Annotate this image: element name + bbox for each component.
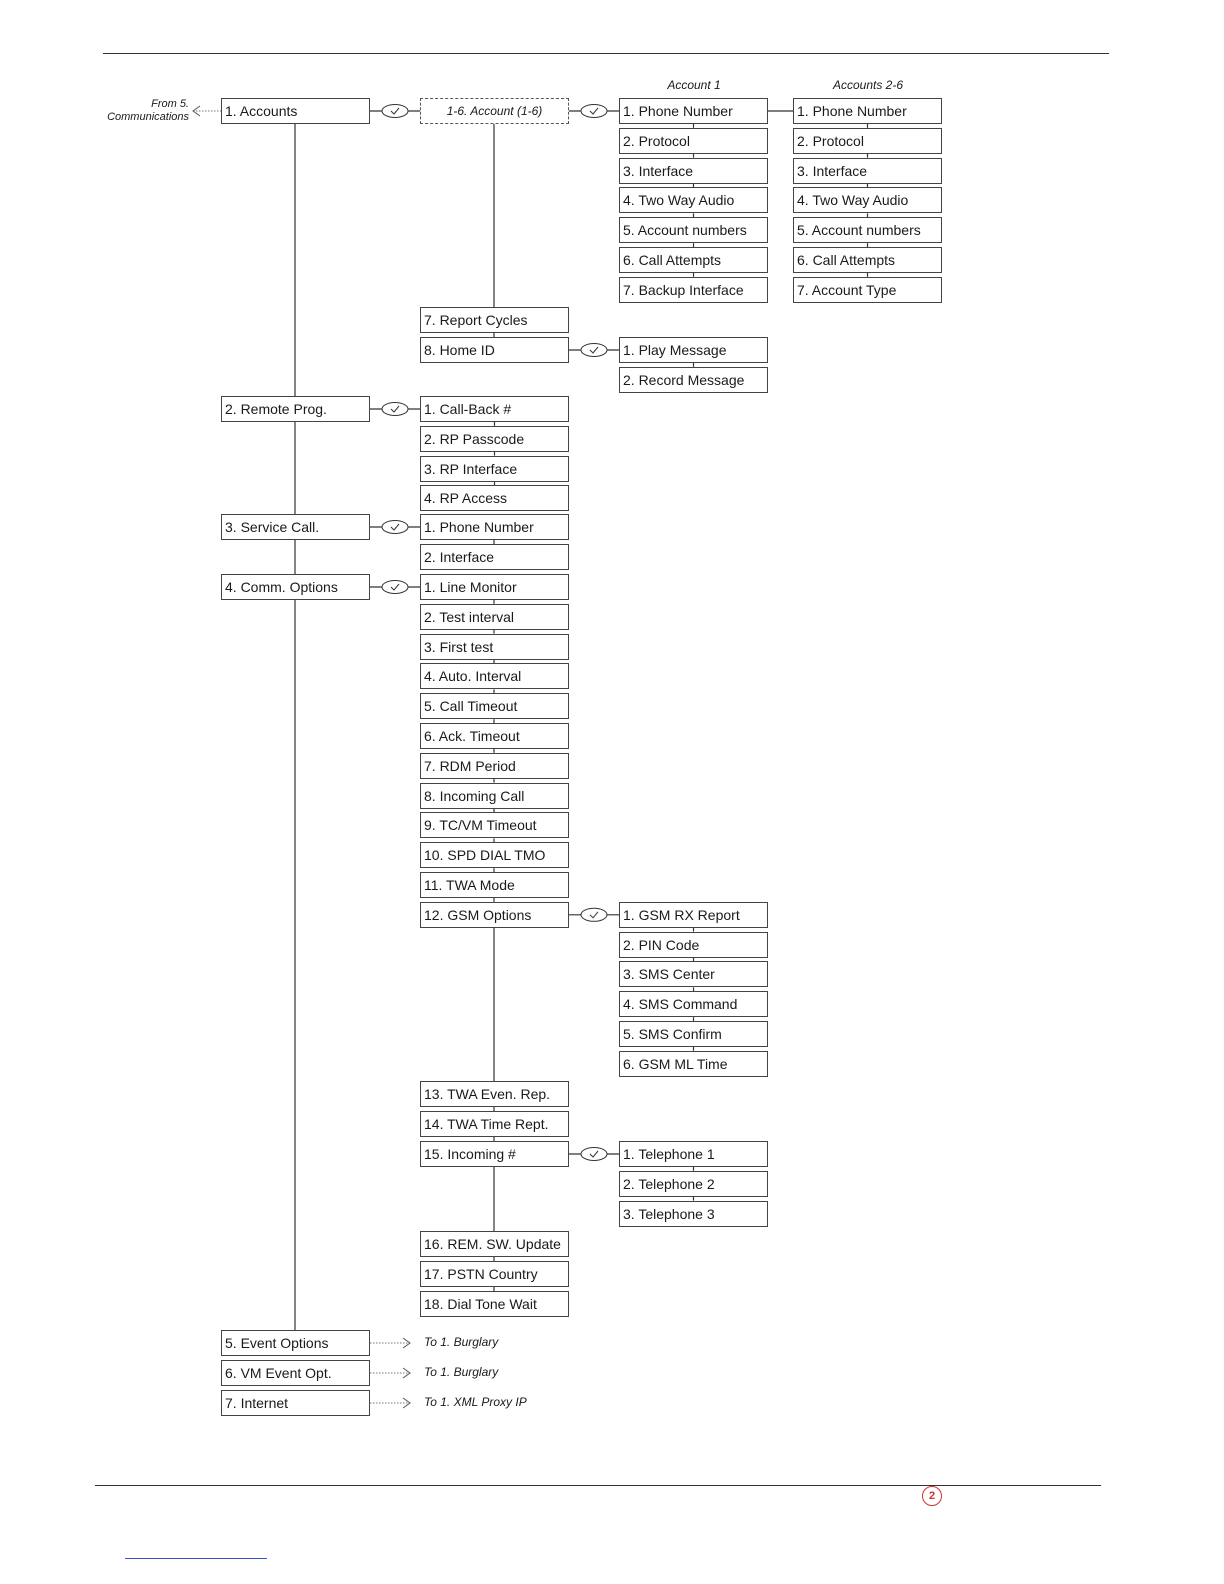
comm-option-15[interactable]: 15. Incoming # [420, 1141, 569, 1167]
comm-option-5[interactable]: 5. Call Timeout [420, 693, 569, 719]
account1-item-5[interactable]: 5. Account numbers [619, 217, 768, 243]
comm-option-2[interactable]: 2. Test interval [420, 604, 569, 630]
from-label-line-1: From 5. [151, 98, 189, 110]
target-internet: To 1. XML Proxy IP [424, 1395, 527, 1409]
target-vm-event-opt: To 1. Burglary [424, 1365, 499, 1379]
checkmark-icon [581, 105, 607, 118]
service-call-item-2[interactable]: 2. Interface [420, 544, 569, 570]
comm-option-9[interactable]: 9. TC/VM Timeout [420, 812, 569, 838]
account1-item-3[interactable]: 3. Interface [619, 158, 768, 184]
accounts26-item-3[interactable]: 3. Interface [793, 158, 942, 184]
incoming-item-1[interactable]: 1. Telephone 1 [619, 1141, 768, 1167]
accounts26-item-5[interactable]: 5. Account numbers [793, 217, 942, 243]
accounts26-item-7[interactable]: 7. Account Type [793, 277, 942, 303]
comm-option-6[interactable]: 6. Ack. Timeout [420, 723, 569, 749]
main-item-1[interactable]: 1. Accounts [221, 98, 370, 124]
brand-logo-icon: 2 [922, 1486, 942, 1506]
home-id-item-1[interactable]: 1. Play Message [619, 337, 768, 363]
remote-prog-item-2[interactable]: 2. RP Passcode [420, 426, 569, 452]
account1-item-7[interactable]: 7. Backup Interface [619, 277, 768, 303]
accounts26-item-2[interactable]: 2. Protocol [793, 128, 942, 154]
header-account-1: Account 1 [667, 78, 721, 92]
gsm-item-6[interactable]: 6. GSM ML Time [619, 1051, 768, 1077]
remote-prog-item-3[interactable]: 3. RP Interface [420, 456, 569, 482]
comm-option-3[interactable]: 3. First test [420, 634, 569, 660]
incoming-item-3[interactable]: 3. Telephone 3 [619, 1201, 768, 1227]
gsm-item-4[interactable]: 4. SMS Command [619, 991, 768, 1017]
checkmark-icon [581, 1148, 607, 1161]
comm-option-17[interactable]: 17. PSTN Country [420, 1261, 569, 1287]
accounts26-item-4[interactable]: 4. Two Way Audio [793, 187, 942, 213]
main-item-5[interactable]: 5. Event Options [221, 1330, 370, 1356]
accounts-extra-2[interactable]: 8. Home ID [420, 337, 569, 363]
footer-link-underline[interactable] [125, 1558, 267, 1559]
account1-item-1[interactable]: 1. Phone Number [619, 98, 768, 124]
main-item-7[interactable]: 7. Internet [221, 1390, 370, 1416]
comm-option-4[interactable]: 4. Auto. Interval [420, 663, 569, 689]
main-item-3[interactable]: 3. Service Call. [221, 514, 370, 540]
target-event-options: To 1. Burglary [424, 1335, 499, 1349]
gsm-item-5[interactable]: 5. SMS Confirm [619, 1021, 768, 1047]
checkmark-icon [382, 105, 408, 118]
service-call-item-1[interactable]: 1. Phone Number [420, 514, 569, 540]
account-group[interactable]: 1-6. Account (1-6) [420, 98, 569, 124]
accounts26-item-1[interactable]: 1. Phone Number [793, 98, 942, 124]
home-id-item-2[interactable]: 2. Record Message [619, 367, 768, 393]
checkmark-icon [581, 908, 607, 921]
comm-option-8[interactable]: 8. Incoming Call [420, 783, 569, 809]
comm-option-13[interactable]: 13. TWA Even. Rep. [420, 1081, 569, 1107]
account1-item-4[interactable]: 4. Two Way Audio [619, 187, 768, 213]
comm-option-16[interactable]: 16. REM. SW. Update [420, 1231, 569, 1257]
incoming-item-2[interactable]: 2. Telephone 2 [619, 1171, 768, 1197]
from-communications-label [95, 98, 189, 124]
checkmark-icon [382, 521, 408, 534]
comm-option-14[interactable]: 14. TWA Time Rept. [420, 1111, 569, 1137]
gsm-item-1[interactable]: 1. GSM RX Report [619, 902, 768, 928]
header-accounts-2-6: Accounts 2-6 [832, 78, 904, 92]
main-item-4[interactable]: 4. Comm. Options [221, 574, 370, 600]
remote-prog-item-1[interactable]: 1. Call-Back # [420, 396, 569, 422]
checkmark-icon [581, 344, 607, 357]
main-item-6[interactable]: 6. VM Event Opt. [221, 1360, 370, 1386]
from-label-line-2: Communications [107, 111, 189, 123]
remote-prog-item-4[interactable]: 4. RP Access [420, 485, 569, 511]
comm-option-10[interactable]: 10. SPD DIAL TMO [420, 842, 569, 868]
comm-option-18[interactable]: 18. Dial Tone Wait [420, 1291, 569, 1317]
comm-option-11[interactable]: 11. TWA Mode [420, 872, 569, 898]
gsm-item-2[interactable]: 2. PIN Code [619, 932, 768, 958]
comm-option-12[interactable]: 12. GSM Options [420, 902, 569, 928]
accounts-extra-1[interactable]: 7. Report Cycles [420, 307, 569, 333]
main-item-2[interactable]: 2. Remote Prog. [221, 396, 370, 422]
checkmark-icon [382, 403, 408, 416]
checkmark-icon [382, 581, 408, 594]
comm-option-7[interactable]: 7. RDM Period [420, 753, 569, 779]
accounts26-item-6[interactable]: 6. Call Attempts [793, 247, 942, 273]
comm-option-1[interactable]: 1. Line Monitor [420, 574, 569, 600]
account1-item-2[interactable]: 2. Protocol [619, 128, 768, 154]
account1-item-6[interactable]: 6. Call Attempts [619, 247, 768, 273]
gsm-item-3[interactable]: 3. SMS Center [619, 961, 768, 987]
